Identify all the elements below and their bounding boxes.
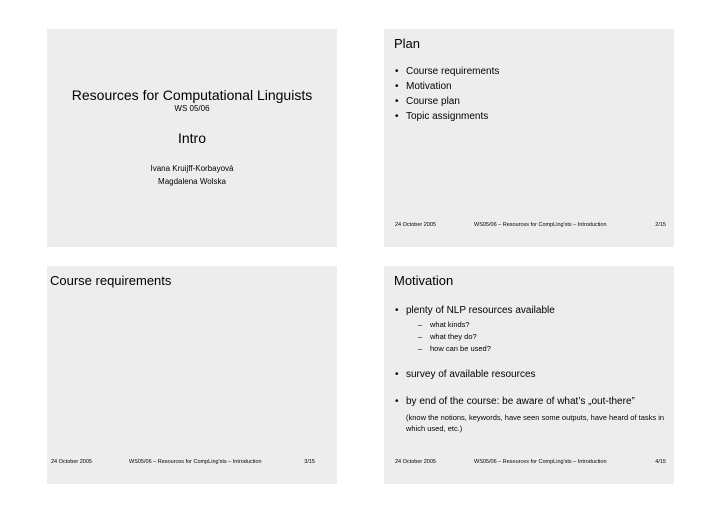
bullet-list: [395, 64, 499, 124]
term-label: WS 05/06: [174, 104, 210, 113]
footer-page-number: 3/15: [304, 459, 315, 465]
bullet-item: • Course requirements: [395, 64, 499, 79]
bullet-note: (know the notions, keywords, have seen some outputs, have heard of tasks in which used, etc.): [406, 413, 665, 433]
slide-3: [47, 266, 337, 484]
bullet-item: • Course plan: [395, 94, 499, 109]
bullet-item: [395, 394, 670, 434]
footer-course: WS05/06 – Resources for CompLing'sts – Introduction: [474, 222, 607, 228]
sub-bullet-item: – how can be used?: [418, 343, 670, 355]
author-name: Magdalena Wolska: [158, 177, 226, 186]
footer-page-number: 2/15: [655, 222, 666, 228]
bullet-text: plenty of NLP resources available: [406, 305, 555, 316]
slide-4: [384, 266, 674, 484]
sub-bullet-item: – what kinds?: [418, 319, 670, 331]
footer-date: 24 October 2005: [51, 459, 92, 465]
footer-date: 24 October 2005: [395, 222, 436, 228]
footer-course: WS05/06 – Resources for CompLing'sts – Introduction: [129, 459, 262, 465]
slide-2: [384, 29, 674, 247]
footer-course: WS05/06 – Resources for CompLing'sts – Introduction: [474, 459, 607, 465]
sub-bullet-list: [406, 319, 670, 355]
bullet-item: • Topic assignments: [395, 109, 499, 124]
sub-bullet-item: – what they do?: [418, 331, 670, 343]
slide-footer: [47, 459, 337, 471]
footer-page-number: 4/15: [655, 459, 666, 465]
slide-title: Course requirements: [50, 273, 172, 288]
slide-footer: [384, 459, 674, 471]
footer-date: 24 October 2005: [395, 459, 436, 465]
slide-title: Plan: [394, 36, 421, 51]
presentation-subtitle: Intro: [177, 130, 206, 146]
bullet-item: [395, 303, 670, 355]
slide-footer: [384, 222, 674, 234]
bullet-list: [395, 303, 670, 434]
author-name: Ivana Kruijff-Korbayová: [150, 164, 234, 173]
bullet-item: • survey of available resources: [395, 367, 670, 382]
slide-title: Motivation: [394, 273, 454, 288]
bullet-item: • Motivation: [395, 79, 499, 94]
presentation-title: Resources for Computational Linguists: [71, 87, 313, 103]
bullet-text: by end of the course: be aware of what’s „out-there”: [406, 396, 635, 407]
slide-1: [47, 29, 337, 247]
